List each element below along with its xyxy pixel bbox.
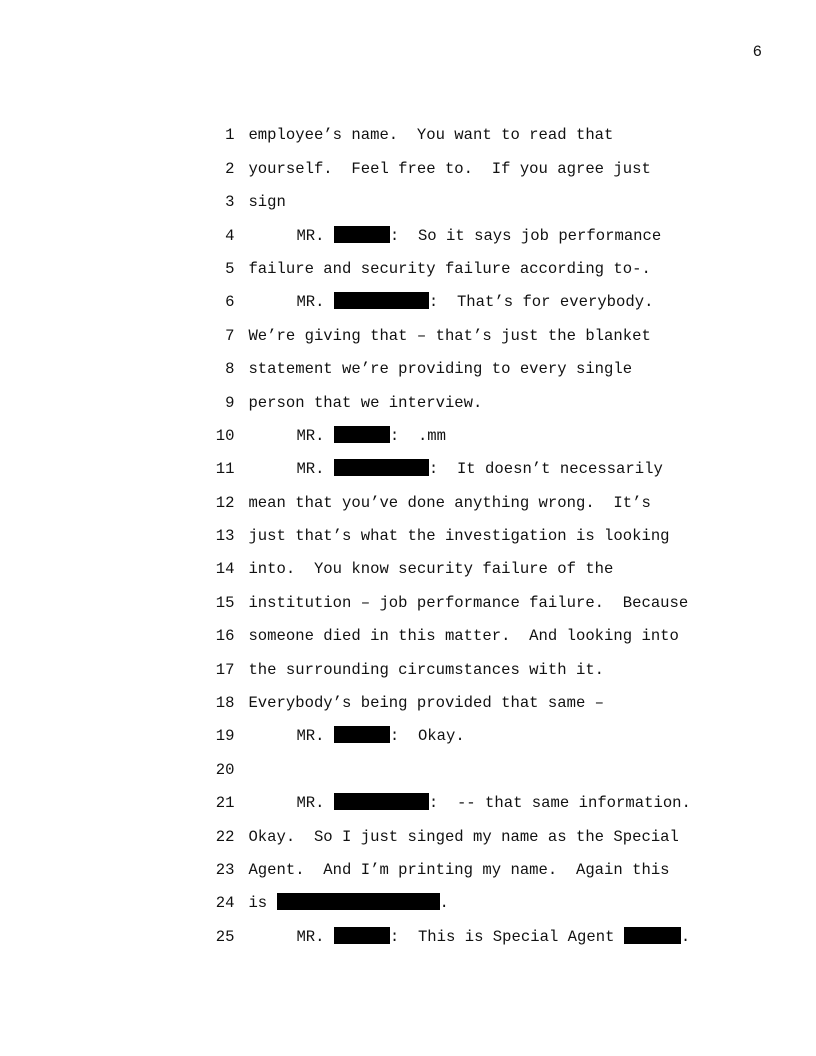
line-text: just that’s what the investigation is looking — [248, 527, 670, 546]
transcript-line — [170, 787, 690, 846]
line-text: the surrounding circumstances with it. — [248, 660, 605, 679]
line-text: institution – job performance failure. Because — [248, 593, 689, 612]
transcript-line — [170, 320, 690, 379]
line-number: 16 — [215, 627, 235, 646]
line-number: 11 — [215, 460, 235, 479]
line-text: yourself. Feel free to. If you agree just — [248, 159, 651, 178]
line-number: 3 — [225, 193, 235, 212]
transcript-line — [170, 153, 690, 212]
line-text: person that we interview. — [248, 393, 483, 412]
line-number: 24 — [215, 894, 235, 913]
line-text: Everybody’s being provided that same – — [248, 694, 605, 713]
transcript-line — [170, 553, 690, 612]
line-text: : So it says job performance — [389, 226, 662, 245]
transcript-line — [170, 720, 690, 779]
line-text: someone died in this matter. And looking into — [248, 627, 679, 646]
line-number: 9 — [225, 393, 235, 412]
transcript-line — [170, 286, 690, 345]
line-number: 10 — [215, 426, 235, 445]
line-text: We’re giving that – that’s just the blanket — [248, 326, 651, 345]
speaker-label: MR. — [296, 794, 325, 813]
line-text: statement we’re providing to every single — [248, 360, 633, 379]
line-text: : -- that same information. — [428, 794, 691, 813]
page-number: 6 — [752, 43, 762, 61]
speaker-label: MR. — [296, 293, 325, 312]
speaker-label: MR. — [296, 927, 325, 946]
speaker-label: MR. — [296, 727, 325, 746]
line-text: : .mm — [389, 426, 447, 445]
transcript-line — [170, 854, 690, 913]
line-text: : Okay. — [389, 727, 465, 746]
transcript-line — [170, 420, 690, 479]
transcript-line — [170, 253, 690, 312]
transcript-line — [170, 687, 690, 746]
line-text: : That’s for everybody. — [428, 293, 654, 312]
line-number: 13 — [215, 527, 235, 546]
line-number: 7 — [225, 326, 235, 345]
line-number: 12 — [215, 493, 235, 512]
line-number: 15 — [215, 593, 235, 612]
line-number: 20 — [215, 760, 235, 779]
speaker-label: MR. — [296, 460, 325, 479]
transcript-line — [170, 587, 690, 646]
speaker-label: MR. — [296, 226, 325, 245]
line-text: sign — [248, 193, 286, 212]
line-text: employee’s name. You want to read that — [248, 126, 614, 145]
line-text-after: . — [439, 894, 449, 913]
line-text-after: . — [680, 927, 691, 946]
transcript-body — [170, 86, 691, 946]
transcript-line — [170, 821, 690, 879]
transcript-line — [170, 186, 690, 245]
line-text: mean that you’ve done anything wrong. It’s — [248, 493, 651, 512]
transcript-line — [170, 353, 690, 412]
speaker-label: MR. — [296, 426, 325, 445]
line-number: 25 — [215, 927, 235, 946]
line-number: 1 — [225, 126, 235, 145]
line-text: : This is Special Agent — [389, 927, 615, 946]
line-number: 22 — [215, 827, 235, 846]
transcript-line — [170, 520, 690, 579]
line-number: 17 — [215, 660, 235, 679]
transcript-line — [170, 387, 690, 445]
line-number: 8 — [225, 360, 235, 379]
transcript-line — [170, 654, 690, 713]
redaction-block — [624, 927, 681, 944]
line-number: 21 — [215, 794, 235, 813]
line-number: 2 — [225, 159, 235, 178]
transcript-line — [170, 220, 690, 278]
line-number: 14 — [215, 560, 235, 579]
line-number: 18 — [215, 694, 235, 713]
line-number: 6 — [225, 293, 235, 312]
transcript-line — [170, 754, 691, 813]
line-number: 19 — [215, 727, 235, 746]
transcript-line — [170, 620, 690, 679]
transcript-line — [170, 119, 690, 178]
transcript-line — [170, 453, 690, 512]
line-number: 23 — [215, 861, 235, 879]
line-text: into. You know security failure of the — [248, 560, 614, 579]
line-number: 5 — [225, 259, 235, 278]
line-text: is — [248, 894, 268, 913]
line-text: failure and security failure according to-. — [248, 259, 651, 278]
line-text: Agent. And I’m printing my name. Again this — [248, 861, 670, 879]
transcript-line — [170, 487, 690, 546]
transcript-line — [170, 887, 691, 946]
line-text: Okay. So I just singed my name as the Special — [248, 827, 679, 846]
line-text: : It doesn’t necessarily — [428, 460, 663, 479]
line-number: 4 — [225, 226, 235, 245]
transcript-line — [170, 86, 690, 145]
redaction-block — [334, 927, 390, 944]
